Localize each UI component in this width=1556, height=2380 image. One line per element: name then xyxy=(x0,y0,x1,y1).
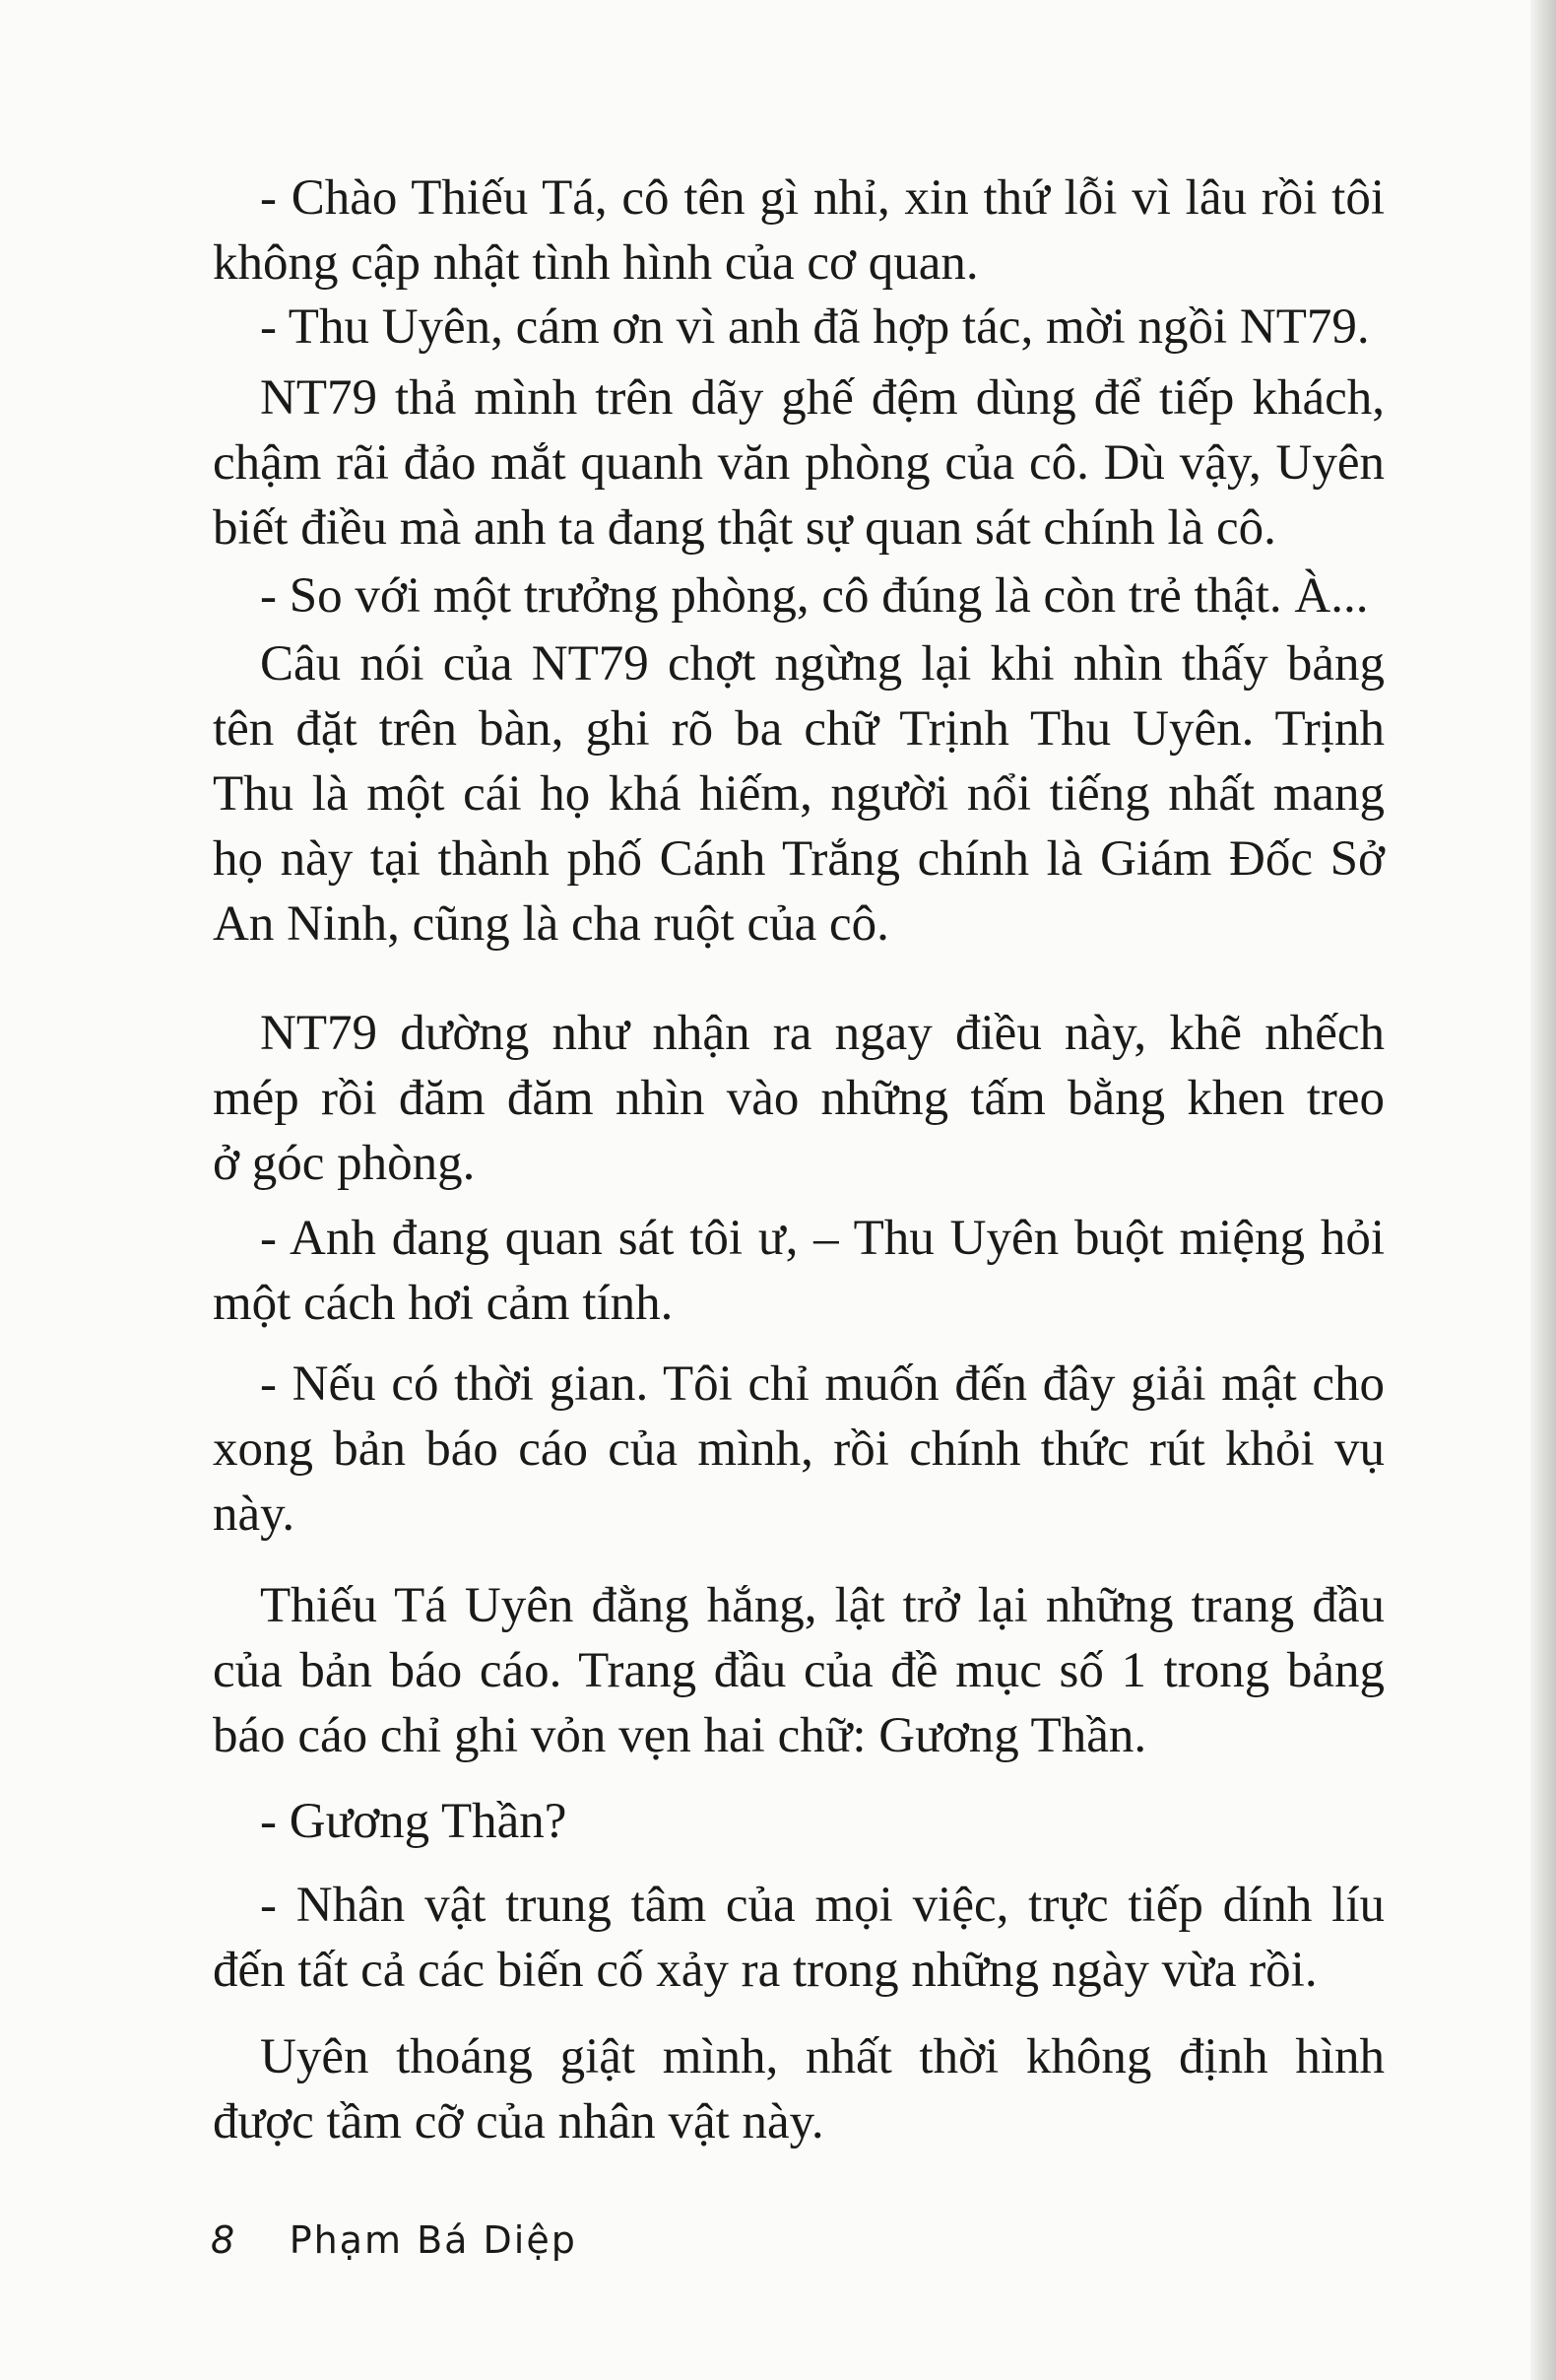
text-line: - Anh đang quan sát tôi ư, – Thu Uyên buột miệng hỏi xyxy=(260,1211,1385,1266)
text-line: NT79 dường như nhận ra ngay điều này, khẽ nhếch xyxy=(260,1006,1385,1061)
paragraph xyxy=(213,631,1385,957)
text-line: Thiếu Tá Uyên đằng hắng, lật trở lại những trang đầu xyxy=(260,1578,1385,1633)
paragraph xyxy=(213,1873,1385,2003)
text-line: xong bản báo cáo của mình, rồi chính thức rút khỏi vụ xyxy=(213,1421,1385,1477)
text-line: Thu là một cái họ khá hiếm, người nổi tiếng nhất mang xyxy=(213,766,1385,822)
paragraph xyxy=(213,1206,1385,1336)
author-name: Phạm Bá Diệp xyxy=(289,2218,577,2262)
text-line: này. xyxy=(213,1487,295,1542)
text-line: NT79 thả mình trên dãy ghế đệm dùng để tiếp khách, xyxy=(260,370,1385,426)
paragraph xyxy=(213,563,1385,628)
text-line: Câu nói của NT79 chợt ngừng lại khi nhìn thấy bảng xyxy=(260,636,1385,692)
text-line: ở góc phòng. xyxy=(213,1136,476,1191)
text-line: An Ninh, cũng là cha ruột của cô. xyxy=(213,896,889,952)
paragraph xyxy=(213,1789,1385,1854)
text-line: - Nếu có thời gian. Tôi chỉ muốn đến đây giải mật cho xyxy=(260,1356,1385,1412)
text-line: đến tất cả các biến cố xảy ra trong những ngày vừa rồi. xyxy=(213,1943,1318,1998)
page-footer xyxy=(211,2218,577,2263)
text-line: họ này tại thành phố Cánh Trắng chính là Giám Đốc Sở xyxy=(213,831,1385,887)
text-line: - Gương Thần? xyxy=(260,1794,567,1849)
paragraph xyxy=(213,2024,1385,2154)
text-line: chậm rãi đảo mắt quanh văn phòng của cô. Dù vậy, Uyên xyxy=(213,435,1385,491)
text-line: một cách hơi cảm tính. xyxy=(213,1276,674,1331)
paragraph xyxy=(213,295,1385,360)
text-line: báo cáo chỉ ghi vỏn vẹn hai chữ: Gương Thần. xyxy=(213,1708,1147,1763)
paragraph xyxy=(213,1001,1385,1196)
text-line: Uyên thoáng giật mình, nhất thời không định hình xyxy=(260,2029,1385,2084)
text-line: mép rồi đăm đăm nhìn vào những tấm bằng khen treo xyxy=(213,1071,1385,1126)
paragraph xyxy=(213,365,1385,561)
page-number: 8 xyxy=(211,2218,235,2262)
text-line: - Nhân vật trung tâm của mọi việc, trực tiếp dính líu xyxy=(260,1878,1385,1933)
text-line: không cập nhật tình hình của cơ quan. xyxy=(213,235,979,291)
text-line: biết điều mà anh ta đang thật sự quan sát chính là cô. xyxy=(213,500,1276,556)
paragraph xyxy=(213,165,1385,296)
text-line: được tầm cỡ của nhân vật này. xyxy=(213,2094,824,2149)
text-line: - Chào Thiếu Tá, cô tên gì nhỉ, xin thứ lỗi vì lâu rồi tôi xyxy=(260,170,1385,226)
paragraph xyxy=(213,1352,1385,1547)
text-line: của bản báo cáo. Trang đầu của đề mục số 1 trong bảng xyxy=(213,1643,1385,1698)
text-line: tên đặt trên bàn, ghi rõ ba chữ Trịnh Thu Uyên. Trịnh xyxy=(213,701,1385,757)
paragraph xyxy=(213,1573,1385,1768)
page-edge-shadow xyxy=(1530,0,1556,2380)
text-line: - So với một trưởng phòng, cô đúng là còn trẻ thật. À... xyxy=(260,568,1369,624)
text-line: - Thu Uyên, cám ơn vì anh đã hợp tác, mời ngồi NT79. xyxy=(260,299,1370,355)
